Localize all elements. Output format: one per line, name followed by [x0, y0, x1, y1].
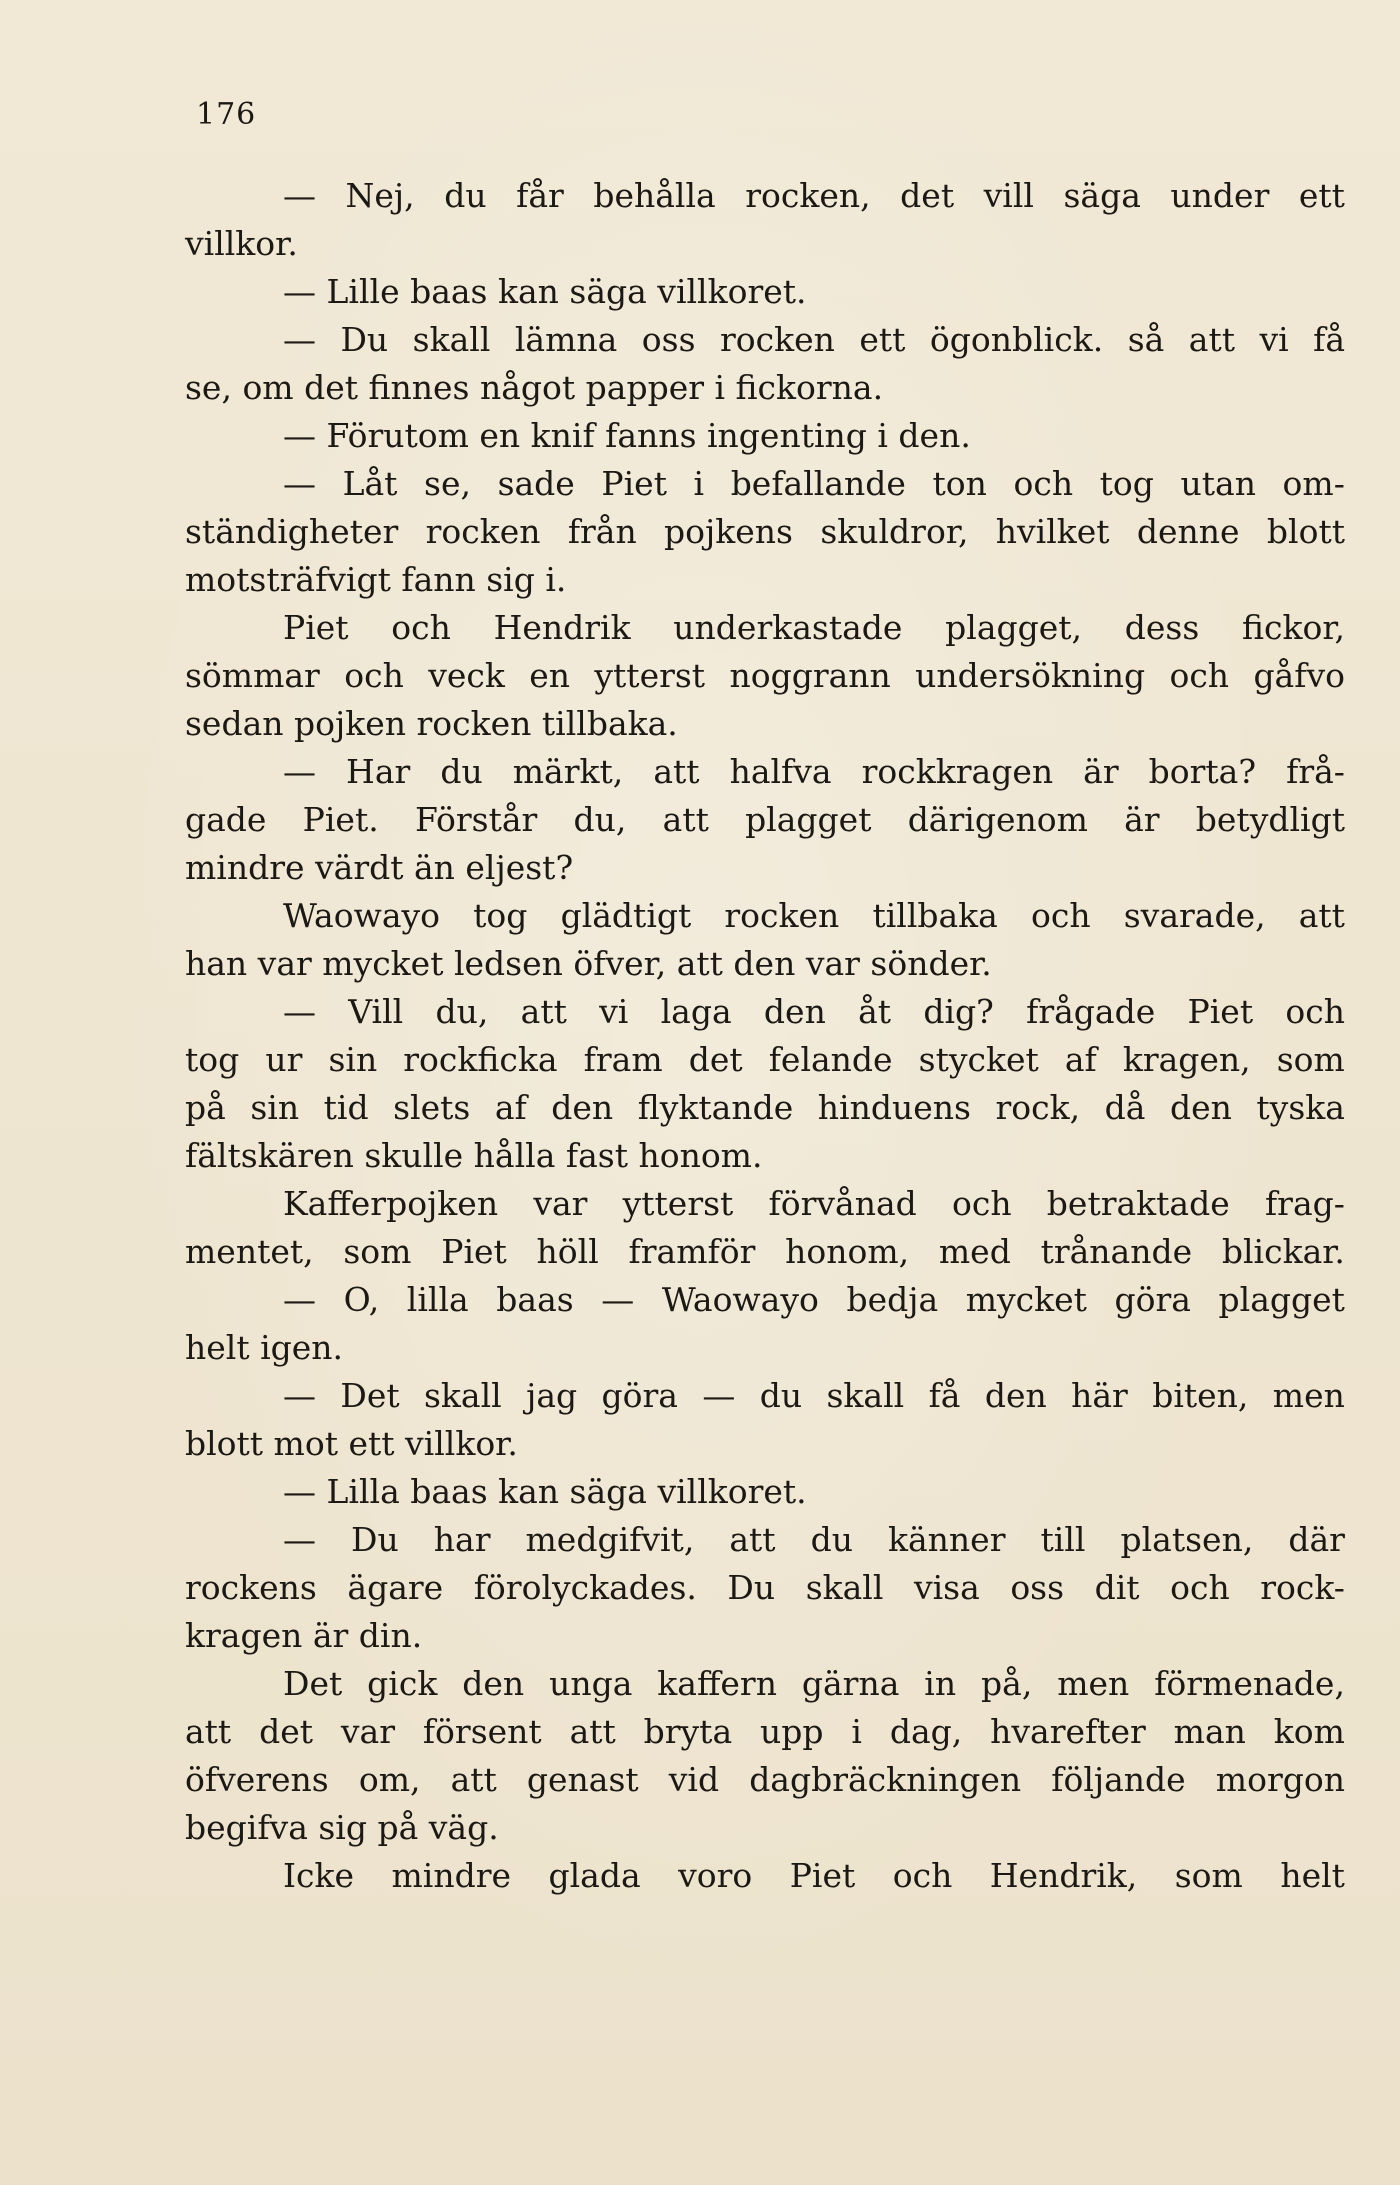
word: frå- [1286, 752, 1345, 791]
word: göra [1114, 1280, 1191, 1319]
text-line: kragen är din. [185, 1616, 423, 1655]
word: Waowayo [283, 896, 441, 935]
word: tid [323, 1088, 369, 1127]
text-line [185, 508, 1345, 556]
text-line: — Lille baas kan säga villkoret. [283, 272, 807, 311]
word: noggrann [729, 656, 891, 695]
word: Du [351, 1520, 399, 1559]
page-number: 176 [196, 97, 257, 132]
word: du [440, 752, 483, 791]
word: Kafferpojken [283, 1184, 499, 1223]
word: frågade [1026, 992, 1156, 1031]
word: åt [858, 992, 892, 1031]
word: tillbaka [872, 896, 998, 935]
word: och [892, 1856, 953, 1895]
word: känner [888, 1520, 1006, 1559]
text-line [185, 1276, 1345, 1324]
word: att [1298, 896, 1345, 935]
text-line: — Förutom en knif fanns ingenting i den. [283, 416, 971, 455]
word: frag- [1264, 1184, 1345, 1223]
word: tog [473, 896, 528, 935]
word: och [344, 656, 404, 695]
word: glädtigt [560, 896, 692, 935]
word: sade [497, 464, 575, 503]
word: du [810, 1520, 853, 1559]
word: att [520, 992, 567, 1031]
word: mentet, [185, 1232, 314, 1271]
word: in [924, 1664, 957, 1703]
text-line [185, 1036, 1345, 1084]
word: af [494, 1088, 527, 1127]
word: att [662, 800, 709, 839]
word: Nej, [345, 176, 415, 215]
word: skall [412, 320, 491, 359]
word: betraktade [1046, 1184, 1230, 1223]
word: Piet [283, 608, 349, 647]
word: öfverens [185, 1760, 329, 1799]
word: att [729, 1520, 776, 1559]
word: ton [932, 464, 987, 503]
word: biten, [1152, 1376, 1249, 1415]
word: fram [583, 1040, 663, 1079]
word: Piet [601, 464, 667, 503]
word: skall [826, 1376, 905, 1415]
word: rockficka [403, 1040, 558, 1079]
word: Waowayo [661, 1280, 819, 1319]
word: oss [641, 320, 696, 359]
word: att [1188, 320, 1235, 359]
word: märkt, [512, 752, 624, 791]
text-line [185, 748, 1345, 796]
word: rockens [185, 1568, 317, 1607]
word: — [283, 320, 316, 359]
word: göra [601, 1376, 678, 1415]
word: — [283, 752, 316, 791]
word: — [283, 1376, 316, 1415]
word: du [759, 1376, 803, 1415]
word: gick [367, 1664, 438, 1703]
word: var [340, 1712, 395, 1751]
word: veck [428, 656, 505, 695]
word: underkastade [673, 608, 903, 647]
word: laga [660, 992, 732, 1031]
word: som [343, 1232, 412, 1271]
word: dit [1094, 1568, 1140, 1607]
word: plagget, [945, 608, 1083, 647]
word: dig? [923, 992, 994, 1031]
text-line: helt igen. [185, 1328, 344, 1367]
word: kragen, [1122, 1040, 1251, 1079]
word: det [900, 176, 955, 215]
word: och [951, 1184, 1012, 1223]
word: gärna [801, 1664, 900, 1703]
text-line [185, 1084, 1345, 1132]
word: upp [760, 1712, 824, 1751]
word: rocken [724, 896, 840, 935]
word: den [551, 1088, 614, 1127]
word: Du [727, 1568, 776, 1607]
text-line [185, 460, 1345, 508]
text-line [185, 1708, 1345, 1756]
word: morgon [1215, 1760, 1345, 1799]
word: flyktande [637, 1088, 794, 1127]
word: är [1124, 800, 1160, 839]
word: det [259, 1712, 313, 1751]
word: att [450, 1760, 497, 1799]
word: i [851, 1712, 862, 1751]
word: vi [599, 992, 629, 1031]
text-line: se, om det finnes något papper i fickorna. [185, 368, 884, 407]
text-line: villkor. [185, 224, 298, 263]
word: rocken, [745, 176, 871, 215]
word: skall [424, 1376, 502, 1415]
word: det [688, 1040, 743, 1079]
word: sömmar [185, 656, 320, 695]
text-line [185, 316, 1345, 364]
word: stycket [918, 1040, 1039, 1079]
word: försent [422, 1712, 542, 1751]
word: där [1288, 1520, 1345, 1559]
word: förmenade, [1154, 1664, 1345, 1703]
word: utan [1180, 464, 1256, 503]
word: lämna [514, 320, 618, 359]
word: att [653, 752, 700, 791]
word: — [283, 1280, 316, 1319]
word: jag [526, 1376, 578, 1415]
word: på [185, 1088, 226, 1127]
word: blott [1266, 512, 1345, 551]
word: ögonblick. [929, 320, 1104, 359]
word: betydligt [1195, 800, 1345, 839]
body-text [185, 172, 1345, 1900]
word: svarade, [1123, 896, 1266, 935]
word: höll [536, 1232, 599, 1271]
word: Förstår [414, 800, 538, 839]
word: hinduens [817, 1088, 971, 1127]
word: Låt [342, 464, 398, 503]
word: under [1170, 176, 1270, 215]
word: vid [668, 1760, 720, 1799]
text-line [185, 1180, 1345, 1228]
word: ytterst [594, 656, 706, 695]
word: ägare [347, 1568, 444, 1607]
word: oss [1010, 1568, 1065, 1607]
word: behålla [593, 176, 716, 215]
text-line: begifva sig på väg. [185, 1808, 499, 1847]
word: har [433, 1520, 491, 1559]
word: se, [424, 464, 471, 503]
text-line [185, 1756, 1345, 1804]
word: mindre [391, 1856, 512, 1895]
word: blickar. [1221, 1232, 1345, 1271]
word: — [601, 1280, 635, 1319]
word: fickor, [1241, 608, 1345, 647]
text-line: blott mot ett villkor. [185, 1424, 518, 1463]
text-line: — Lilla baas kan säga villkoret. [283, 1472, 807, 1511]
word: med [938, 1232, 1011, 1271]
word: ett [1298, 176, 1345, 215]
word: — [283, 176, 316, 215]
word: denne [1136, 512, 1240, 551]
text-line [185, 1228, 1345, 1276]
word: rock- [1260, 1568, 1345, 1607]
word: glada [548, 1856, 641, 1895]
word: ur [265, 1040, 303, 1079]
word: Piet [1187, 992, 1254, 1031]
word: unga [549, 1664, 633, 1703]
word: honom, [785, 1232, 910, 1271]
word: till [1040, 1520, 1086, 1559]
text-line [185, 988, 1345, 1036]
word: medgifvit, [525, 1520, 695, 1559]
word: slets [393, 1088, 471, 1127]
word: gade [185, 800, 267, 839]
word: rock, [995, 1088, 1081, 1127]
word: följande [1051, 1760, 1186, 1799]
word: är [1083, 752, 1119, 791]
word: rockkragen [861, 752, 1054, 791]
word: tog [185, 1040, 240, 1079]
word: vill [983, 176, 1034, 215]
word: om- [1282, 464, 1345, 503]
word: du, [435, 992, 489, 1031]
word: ytterst [622, 1184, 734, 1223]
word: baas [496, 1280, 574, 1319]
word: men [1272, 1376, 1345, 1415]
word: får [516, 176, 564, 215]
word: därigenom [907, 800, 1088, 839]
word: här [1071, 1376, 1128, 1415]
text-line [185, 1372, 1345, 1420]
text-line: mindre värdt än eljest? [185, 848, 574, 887]
text-line [185, 1660, 1345, 1708]
word: platsen, [1120, 1520, 1254, 1559]
word: pojkens [664, 512, 793, 551]
word: bedja [846, 1280, 939, 1319]
word: plagget [745, 800, 872, 839]
word: du [444, 176, 487, 215]
word: hvarefter [990, 1712, 1146, 1751]
word: att [185, 1712, 232, 1751]
word: få [928, 1376, 961, 1415]
word: visa [913, 1568, 980, 1607]
word: rocken [719, 320, 835, 359]
word: då [1104, 1088, 1146, 1127]
text-line [185, 1852, 1345, 1900]
word: Det [340, 1376, 400, 1415]
word: som [1174, 1856, 1243, 1895]
word: — [283, 464, 316, 503]
word: Piet [789, 1856, 856, 1895]
word: och [1013, 464, 1074, 503]
word: skall [805, 1568, 884, 1607]
word: förolyckades. [473, 1568, 697, 1607]
word: så [1127, 320, 1165, 359]
word: tyska [1256, 1088, 1345, 1127]
word: Det [283, 1664, 343, 1703]
word: halfva [729, 752, 832, 791]
text-line [185, 172, 1345, 220]
word: den [984, 1376, 1047, 1415]
text-line [185, 796, 1345, 844]
text-line [185, 604, 1345, 652]
word: en [529, 656, 571, 695]
word: om, [358, 1760, 421, 1799]
word: förvånad [768, 1184, 917, 1223]
word: helt [1280, 1856, 1345, 1895]
text-line: fältskären skulle hålla fast honom. [185, 1136, 763, 1175]
text-line: sedan pojken rocken tillbaka. [185, 704, 678, 743]
word: — [702, 1376, 736, 1415]
word: sin [250, 1088, 300, 1127]
word: i [693, 464, 705, 503]
word: få [1313, 320, 1345, 359]
word: undersökning [915, 656, 1146, 695]
text-line [185, 652, 1345, 700]
word: som [1276, 1040, 1345, 1079]
word: den [462, 1664, 525, 1703]
word: dag, [889, 1712, 963, 1751]
word: och [1170, 1568, 1230, 1607]
word: dess [1124, 608, 1200, 647]
word: Hendrik [493, 608, 631, 647]
word: rocken [425, 512, 541, 551]
word: lilla [406, 1280, 469, 1319]
word: från [567, 512, 637, 551]
word: ett [859, 320, 906, 359]
word: på, [981, 1664, 1033, 1703]
word: Hendrik, [989, 1856, 1138, 1895]
word: dagbräckningen [749, 1760, 1022, 1799]
word: kaffern [657, 1664, 777, 1703]
word: bryta [643, 1712, 733, 1751]
word: den [763, 992, 826, 1031]
word: men [1057, 1664, 1130, 1703]
text-line: motsträfvigt fann sig i. [185, 560, 567, 599]
word: af [1064, 1040, 1097, 1079]
word: du, [573, 800, 627, 839]
word: och [391, 608, 451, 647]
word: vi [1259, 320, 1289, 359]
word: och [1031, 896, 1091, 935]
word: hvilket [995, 512, 1110, 551]
word: — [283, 1520, 316, 1559]
word: säga [1063, 176, 1141, 215]
word: var [533, 1184, 588, 1223]
word: Piet. [302, 800, 379, 839]
word: och [1285, 992, 1345, 1031]
word: trånande [1040, 1232, 1193, 1271]
word: Du [340, 320, 389, 359]
word: Har [346, 752, 411, 791]
word: framför [628, 1232, 756, 1271]
word: O, [343, 1280, 380, 1319]
word: borta? [1148, 752, 1257, 791]
word: ständigheter [185, 512, 399, 551]
word: plagget [1218, 1280, 1345, 1319]
word: — [283, 992, 316, 1031]
text-line: han var mycket ledsen öfver, att den var sönder. [185, 944, 992, 983]
word: genast [526, 1760, 639, 1799]
word: Piet [441, 1232, 507, 1271]
word: och [1169, 656, 1230, 695]
text-line [185, 1564, 1345, 1612]
word: kom [1273, 1712, 1345, 1751]
word: tog [1099, 464, 1154, 503]
text-line [185, 892, 1345, 940]
word: voro [678, 1856, 753, 1895]
word: skuldror, [820, 512, 969, 551]
word: Icke [283, 1856, 355, 1895]
word: gåfvo [1253, 656, 1345, 695]
word: sin [328, 1040, 378, 1079]
word: man [1173, 1712, 1246, 1751]
word: Vill [348, 992, 404, 1031]
word: mycket [965, 1280, 1087, 1319]
text-line [185, 1516, 1345, 1564]
word: felande [768, 1040, 893, 1079]
word: att [569, 1712, 616, 1751]
word: den [1169, 1088, 1232, 1127]
word: befallande [730, 464, 906, 503]
